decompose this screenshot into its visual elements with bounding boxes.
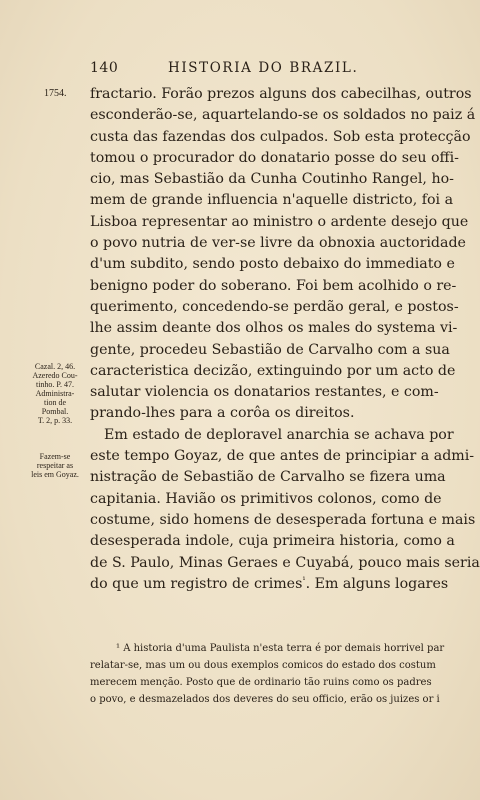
footnote-line: relatar-se, mas um ou dous exemplos comicos do estado dos costum [90,660,436,671]
text-line: capitania. Havião os primitivos colonos, como de [90,490,442,507]
text-line: tomou o procurador do donatario posse do seu offi- [90,149,459,166]
margin-note-line: Pombal. [41,407,69,416]
footnote-line: o povo, e desmazelados dos deveres do seu officio, erão os juizes or i [90,694,440,705]
margin-note-line: tion de [44,398,66,407]
footnotes [90,640,445,708]
text-line: prando-lhes para a corôa os direitos. [90,405,355,422]
margin-note-line: Fazem-se [39,452,71,461]
text-line: de S. Paulo, Minas Geraes e Cuyabá, pouco mais seria [90,554,480,571]
text-line: o povo nutria de ver-se livre da obnoxia auctoridade [90,235,466,252]
text-span: do que um registro de crimes [90,575,303,592]
text-line: querimento, concedendo-se perdão geral, e postos- [90,298,459,315]
margin-note-line: Administra- [35,389,75,398]
text-line: Em estado de deploravel anarchia se achava por [104,426,454,443]
text-line: Lisboa representar ao ministro o ardente desejo que [90,213,469,230]
margin-note-line: tinho. P. 47. [35,380,74,389]
page-header [0,60,419,80]
margin-note-citation [24,362,86,425]
margin-note-line: leis em Goyaz. [31,470,79,479]
margin-note-line: Cazal. 2, 46. [34,362,76,371]
text-line: gente, procedeu Sebastião de Carvalho com a sua [90,341,450,358]
body-text [90,84,480,595]
running-title: HISTORIA DO BRAZIL. [168,60,359,76]
text-line: custa das fazendas dos culpados. Sob esta protecção [90,128,471,145]
text-line: d'um subdito, sendo posto debaixo do immediato e [90,256,455,273]
text-line: salutar violencia os donatarios restantes, e com- [90,384,439,401]
text-line: fractario. Forão prezos alguns dos cabecilhas, outros [90,86,472,102]
footnote-reference[interactable]: ¹ [302,575,306,585]
footnote-line: ¹ A historia d'uma Paulista n'esta terra é por demais horrivel par [116,643,445,654]
text-line: esconderão-se, aquartelando-se os soldados no paiz á [90,107,476,124]
page-number: 140 [90,60,119,76]
text-line: benigno poder do soberano. Foi bem acolhido o re- [90,277,457,294]
text-line: lhe assim deante dos olhos os males do systema vi- [90,320,458,337]
text-line: nistração de Sebastião de Carvalho se fizera uma [90,469,446,486]
margin-note-line: Azeredo Cou- [32,371,78,380]
margin-note-goyaz [24,452,86,479]
margin-year: 1754. [44,88,67,99]
margin-note-line: T. 2, p. 33. [37,416,73,425]
margin-note-line: respeitar as [36,461,74,470]
text-span: . Em alguns logares [305,575,449,592]
text-line-with-footnote-ref [90,574,449,595]
text-line: cio, mas Sebastião da Cunha Coutinho Rangel, ho- [90,171,454,188]
text-line: mem de grande influencia n'aquelle districto, foi a [90,192,454,209]
text-line: caracteristica decizão, extinguindo por um acto de [90,362,456,379]
footnote-line: merecem menção. Posto que de ordinario tão ruins como os padres [90,677,432,688]
text-line: desesperada indole, cuja primeira historia, como a [90,533,455,550]
text-line: este tempo Goyaz, de que antes de principiar a admi- [90,448,475,465]
text-line: costume, sido homens de desesperada fortuna e mais [90,511,476,528]
